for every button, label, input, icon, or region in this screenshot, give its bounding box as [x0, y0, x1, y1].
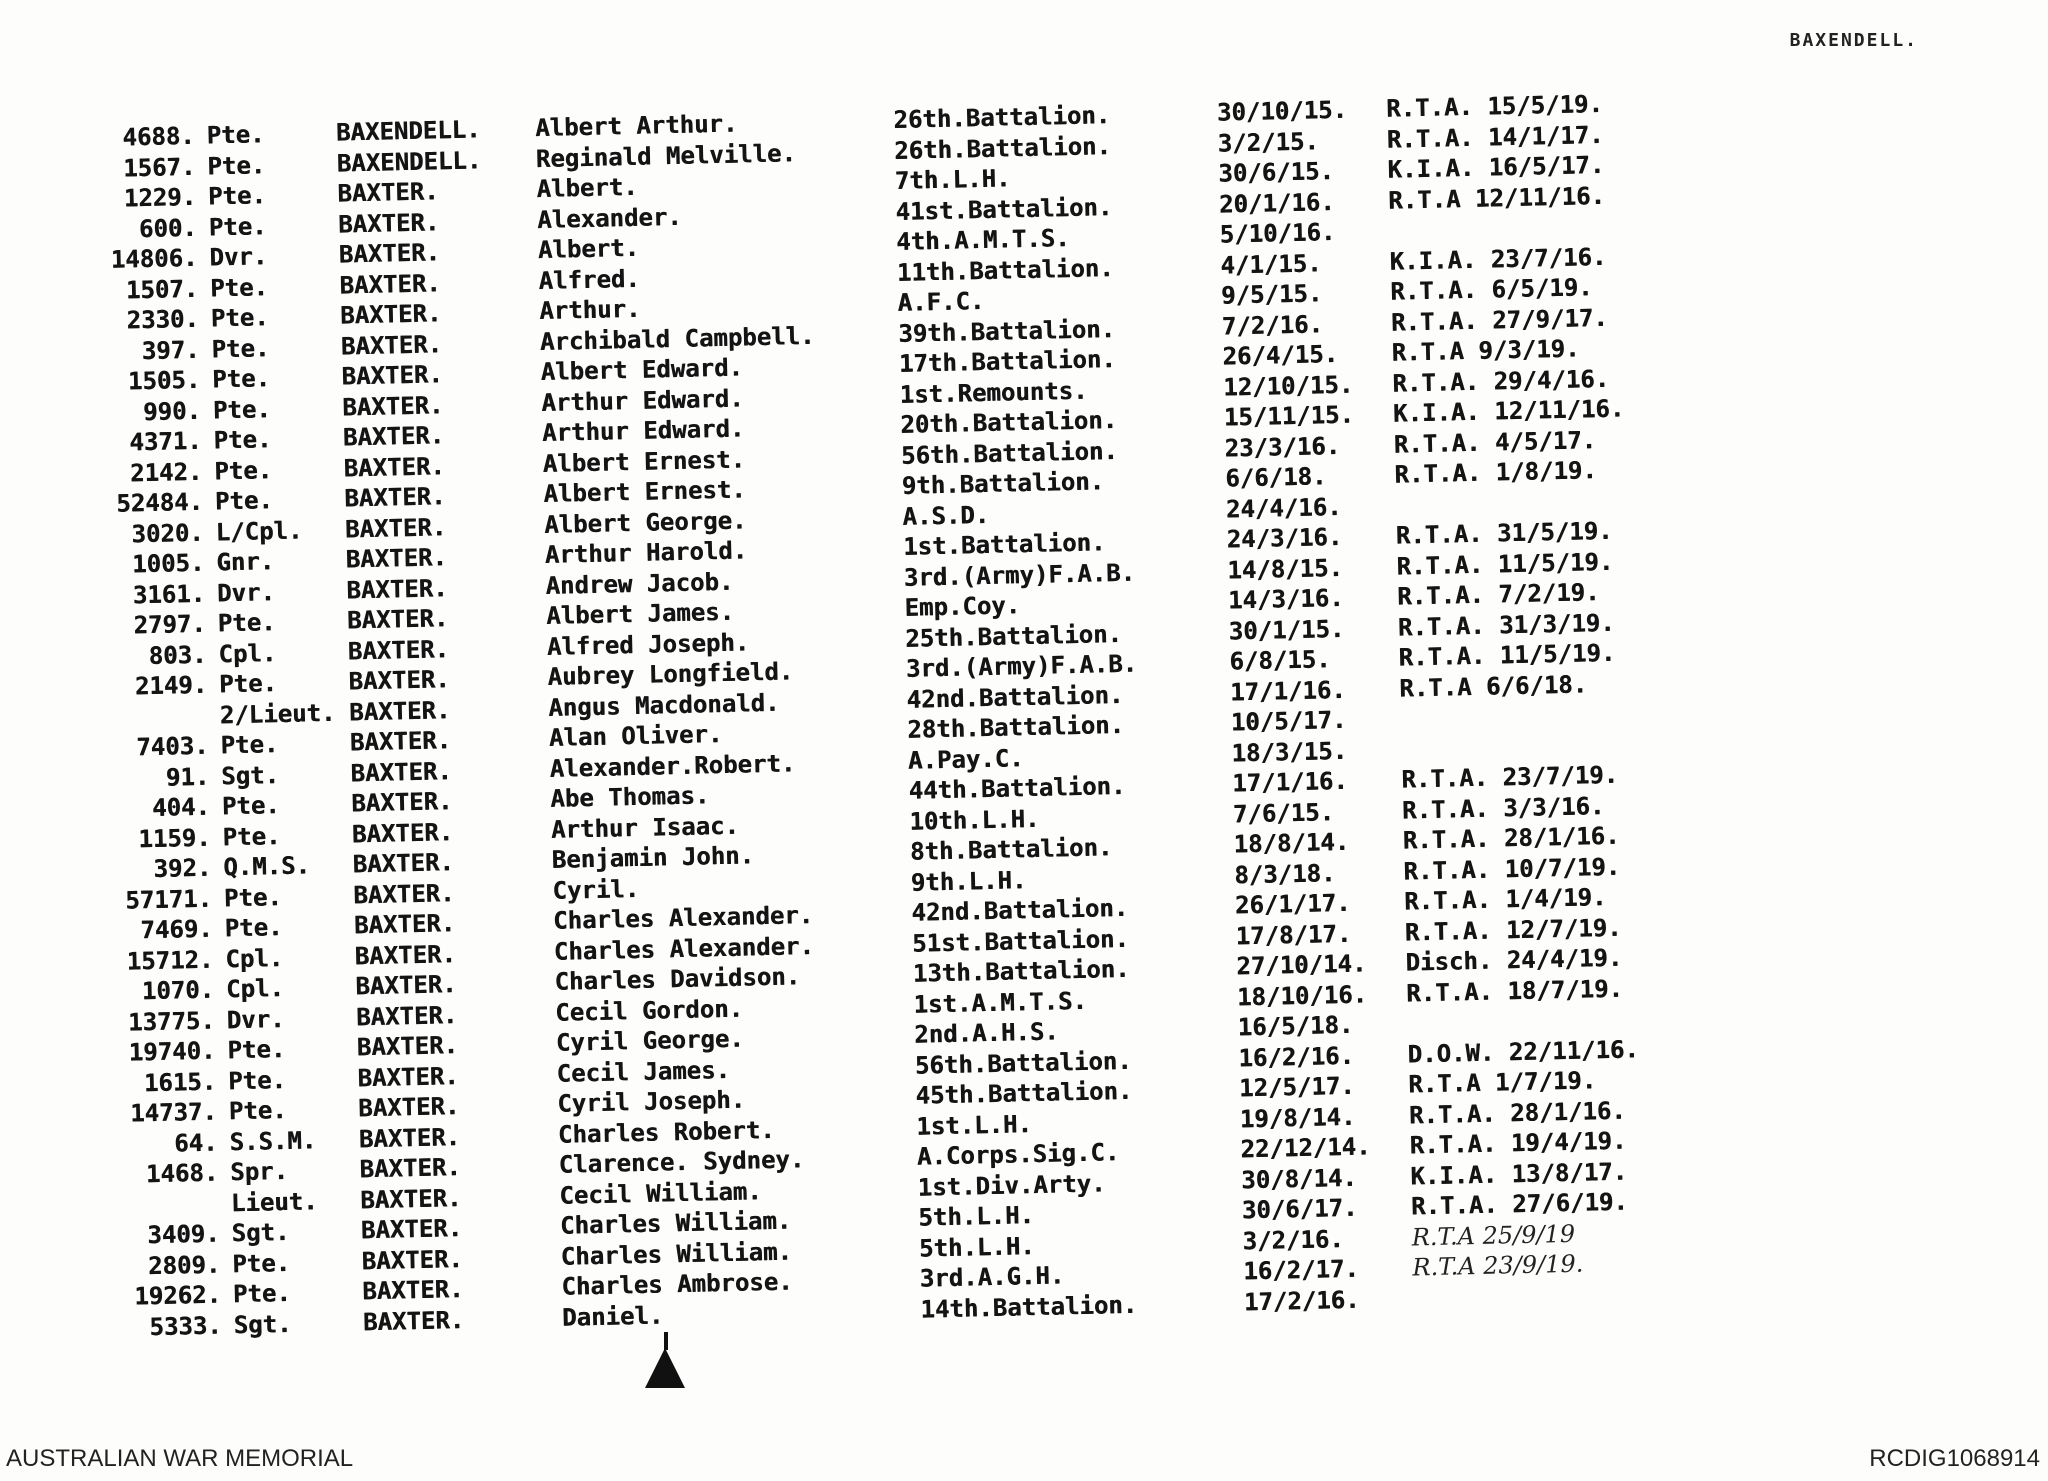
unit: 1st.Div.Arty. — [917, 1168, 1106, 1202]
given-names: Albert George. — [543, 505, 747, 539]
fate: R.T.A. 12/7/19. — [1404, 913, 1622, 947]
given-names: Charles Ambrose. — [561, 1267, 793, 1301]
footer-institution: AUSTRALIAN WAR MEMORIAL — [6, 1445, 354, 1472]
rank: Pte. — [231, 1248, 291, 1278]
rank: Pte. — [208, 211, 267, 242]
given-names: Andrew Jacob. — [545, 567, 734, 600]
service-number — [69, 723, 214, 726]
fate: D.O.W. 22/11/16. — [1407, 1034, 1640, 1069]
given-names: Charles Robert. — [557, 1115, 775, 1149]
surname: BAXTER. — [339, 268, 441, 300]
surname: BAXTER. — [353, 878, 455, 909]
surname: BAXTER. — [340, 329, 443, 361]
rank: Pte. — [227, 1035, 286, 1065]
given-names: Albert James. — [545, 597, 735, 630]
fate: R.T.A. 31/5/19. — [1395, 516, 1613, 550]
given-names: Charles Alexander. — [552, 901, 814, 935]
rank: Cpl. — [218, 638, 277, 668]
given-names: Cyril George. — [555, 1024, 745, 1057]
rank: Pte. — [232, 1278, 292, 1309]
surname: BAXTER. — [355, 970, 457, 1001]
service-number: 392. — [153, 853, 212, 883]
surname: BAXTER. — [358, 1122, 461, 1153]
service-number: 600. — [138, 213, 198, 243]
fate: R.T.A. 27/6/19. — [1410, 1187, 1629, 1221]
fate: Disch. 24/4/19. — [1405, 943, 1623, 977]
fate: R.T.A. 14/1/17. — [1386, 120, 1604, 154]
given-names: Albert Edward. — [540, 353, 744, 387]
enlistment-date: 30/8/14. — [1240, 1163, 1358, 1194]
enlistment-date: 22/12/14. — [1240, 1132, 1371, 1164]
service-number: 2330. — [126, 304, 200, 335]
rank: Pte. — [222, 821, 281, 851]
unit: 44th.Battalion. — [908, 771, 1126, 805]
rank: Lieut. — [230, 1186, 318, 1217]
surname: BAXTER. — [339, 299, 442, 330]
rank: Pte. — [213, 425, 272, 455]
given-names: Alexander. — [536, 202, 682, 234]
rank: Dvr. — [216, 577, 276, 607]
surname: BAXTER. — [345, 543, 448, 574]
surname: BAXTER. — [347, 634, 450, 665]
unit: 17th.Battalion. — [898, 344, 1117, 378]
surname: BAXTER. — [337, 177, 439, 208]
unit: 1st.Remounts. — [899, 376, 1088, 409]
given-names: Albert. — [536, 172, 638, 204]
surname: BAXTER. — [359, 1153, 462, 1184]
unit: A.Corps.Sig.C. — [916, 1138, 1120, 1171]
given-names: Arthur Edward. — [541, 414, 745, 448]
unit: A.Pay.C. — [907, 743, 1024, 775]
surname: BAXTER. — [360, 1214, 463, 1245]
fate: R.T.A. 10/7/19. — [1403, 852, 1621, 886]
surname: BAXTER. — [357, 1061, 459, 1092]
surname: BAXTER. — [346, 604, 449, 635]
rank: Pte. — [223, 882, 283, 912]
rank: Pte. — [207, 150, 266, 181]
enlistment-date: 26/1/17. — [1234, 888, 1351, 920]
service-number: 1229. — [123, 182, 197, 213]
fate: R.T.A. 1/8/19. — [1394, 456, 1598, 489]
unit: 45th.Battalion. — [915, 1076, 1133, 1110]
service-number: 3020. — [131, 518, 204, 548]
service-number: 404. — [151, 792, 211, 822]
surname: BAXTER. — [354, 939, 457, 970]
enlistment-date: 17/1/16. — [1229, 675, 1346, 706]
service-number — [80, 1211, 225, 1214]
page-header: BAXENDELL. — [1789, 30, 1918, 51]
unit: 2nd.A.H.S. — [913, 1017, 1060, 1049]
unit: 1st.L.H. — [915, 1109, 1033, 1141]
rank: Pte. — [206, 120, 265, 150]
rank: Pte. — [211, 333, 270, 364]
enlistment-date: 30/6/15. — [1218, 157, 1335, 188]
fate: K.I.A. 13/8/17. — [1410, 1157, 1628, 1191]
surname: BAXTER. — [341, 390, 444, 422]
surname: BAXTER. — [350, 756, 453, 787]
service-number: 64. — [173, 1128, 218, 1158]
surname: BAXTER. — [337, 207, 440, 239]
surname: BAXTER. — [356, 1031, 459, 1062]
given-names: Angus Macdonald. — [547, 688, 780, 722]
service-number: 52484. — [115, 487, 204, 518]
given-names: Cyril Joseph. — [556, 1085, 746, 1118]
service-number: 14737. — [129, 1097, 218, 1128]
surname: BAXTER. — [343, 451, 446, 483]
unit: 5th.L.H. — [918, 1201, 1035, 1232]
enlistment-date: 26/4/15. — [1222, 339, 1339, 371]
unit: 3rd.A.G.H. — [919, 1261, 1065, 1293]
rank: Sgt. — [231, 1217, 290, 1248]
service-number: 4688. — [122, 121, 195, 152]
given-names: Alexander.Robert. — [549, 748, 796, 783]
fate: R.T.A. 31/3/19. — [1397, 608, 1615, 642]
rank: Pte. — [228, 1096, 287, 1126]
unit: 5th.L.H. — [918, 1231, 1035, 1263]
fate: R.T.A. 23/7/19. — [1401, 760, 1619, 794]
rank: Cpl. — [225, 974, 285, 1004]
fate: R.T.A. 4/5/17. — [1393, 425, 1597, 459]
fate: K.I.A. 16/5/17. — [1387, 150, 1605, 184]
given-names: Abe Thomas. — [550, 781, 710, 813]
enlistment-date: 16/2/17. — [1242, 1254, 1360, 1286]
surname: BAXTER. — [351, 817, 454, 848]
fate — [1395, 507, 1664, 513]
enlistment-date: 17/8/17. — [1235, 919, 1352, 950]
fate: R.T.A. 29/4/16. — [1392, 364, 1610, 398]
rank: Pte. — [214, 486, 274, 516]
enlistment-date: 16/5/18. — [1237, 1010, 1354, 1042]
service-number: 1615. — [143, 1067, 217, 1097]
given-names: Arthur Isaac. — [550, 811, 740, 844]
service-number: 397. — [141, 335, 200, 365]
service-number: 1468. — [145, 1158, 219, 1189]
fate: R.T.A. 18/7/19. — [1405, 974, 1624, 1008]
rank: Q.M.S. — [222, 851, 311, 882]
enlistment-date: 24/4/16. — [1225, 492, 1342, 524]
enlistment-date: 24/3/16. — [1226, 522, 1343, 554]
given-names: Alfred. — [538, 264, 641, 295]
given-names: Clarence. Sydney. — [558, 1145, 805, 1179]
fate — [1389, 233, 1658, 239]
rank: Dvr. — [226, 1004, 285, 1034]
service-number: 3409. — [147, 1219, 220, 1250]
given-names: Albert. — [537, 233, 640, 265]
unit: 11th.Battalion. — [896, 253, 1114, 287]
enlistment-date: 14/3/16. — [1227, 583, 1344, 615]
service-number: 19740. — [128, 1036, 216, 1067]
service-number: 1070. — [141, 975, 215, 1006]
enlistment-date: 8/3/18. — [1233, 858, 1336, 889]
enlistment-date: 10/5/17. — [1230, 705, 1347, 737]
enlistment-date: 14/8/15. — [1227, 553, 1344, 585]
surname: BAXTER. — [344, 512, 447, 544]
rank: Pte. — [218, 669, 278, 699]
surname: BAXTER. — [357, 1092, 460, 1123]
rank: 2/Lieut. — [219, 698, 336, 729]
fate: R.T.A. 1/4/19. — [1403, 883, 1607, 916]
unit: 28th.Battalion. — [906, 710, 1125, 744]
rank: Pte. — [213, 455, 273, 485]
service-number: 803. — [148, 640, 207, 670]
unit: 14th.Battalion. — [920, 1290, 1138, 1324]
given-names: Alan Oliver. — [548, 720, 723, 752]
rank: Pte. — [212, 394, 271, 424]
given-names: Arthur Edward. — [541, 383, 744, 417]
enlistment-date: 16/2/16. — [1238, 1041, 1355, 1072]
fate: R.T.A. 7/2/19. — [1396, 578, 1600, 611]
given-names: Reginald Melville. — [535, 138, 797, 173]
rank: Dvr. — [209, 242, 268, 272]
surname: BAXTER. — [338, 238, 441, 269]
unit: 25th.Battalion. — [904, 619, 1123, 653]
rank: L/Cpl. — [215, 515, 303, 546]
given-names: Daniel. — [561, 1301, 664, 1332]
rank: Pte. — [207, 181, 267, 211]
rank: Sgt. — [233, 1309, 292, 1339]
unit: 13th.Battalion. — [912, 954, 1130, 988]
surname: BAXTER. — [352, 848, 455, 879]
service-number: 5333. — [149, 1311, 222, 1341]
fate: R.T.A. 28/1/16. — [1408, 1096, 1627, 1130]
rank: Gnr. — [216, 547, 275, 577]
surname: BAXTER. — [362, 1305, 465, 1336]
nominal-roll-list — [55, 89, 1682, 1345]
enlistment-date: 3/2/16. — [1242, 1224, 1345, 1255]
service-number: 2149. — [134, 670, 208, 701]
service-number: 13775. — [127, 1006, 216, 1037]
fate: R.T.A. 28/1/16. — [1402, 821, 1620, 855]
fate: R.T.A 12/11/16. — [1387, 181, 1606, 215]
unit: 56th.Battalion. — [900, 436, 1119, 470]
footer-reference-id: RCDIG1068914 — [1869, 1445, 2040, 1472]
service-number: 1159. — [138, 823, 211, 853]
unit: 56th.Battalion. — [914, 1046, 1132, 1080]
fate — [1407, 1025, 1676, 1031]
enlistment-date: 4/1/15. — [1220, 248, 1322, 280]
enlistment-date: 23/3/16. — [1224, 431, 1341, 463]
surname: BAXTER. — [342, 421, 445, 452]
enlistment-date: 12/5/17. — [1238, 1071, 1355, 1103]
enlistment-date: 18/10/16. — [1236, 979, 1368, 1011]
surname: BAXTER. — [348, 695, 451, 726]
fate: R.T.A 6/6/18. — [1398, 669, 1588, 703]
surname: BAXTER. — [348, 665, 450, 696]
given-names: Archibald Campbell. — [539, 321, 815, 356]
unit: 41st.Battalion. — [895, 192, 1113, 226]
rank: Sgt. — [220, 760, 280, 790]
unit: 26th.Battalion. — [893, 131, 1112, 165]
enlistment-date: 30/6/17. — [1241, 1193, 1358, 1225]
unit: 1st.A.M.T.S. — [913, 986, 1088, 1019]
given-names: Albert Arthur. — [534, 109, 738, 143]
surname: BAXENDELL. — [335, 115, 481, 147]
unit: 4th.A.M.T.S. — [895, 224, 1070, 256]
fate: R.T.A 25/9/19 — [1411, 1219, 1576, 1252]
fate — [1401, 751, 1670, 757]
unit: 51st.Battalion. — [911, 924, 1130, 958]
surname: BAXTER. — [341, 360, 444, 391]
fate: R.T.A 9/3/19. — [1391, 334, 1580, 367]
enlistment-date: 5/10/16. — [1219, 217, 1336, 249]
unit: 8th.Battalion. — [909, 833, 1113, 866]
given-names: Arthur Harold. — [544, 536, 748, 569]
given-names: Arthur. — [538, 294, 641, 326]
enlistment-date: 3/2/15. — [1217, 126, 1320, 158]
enlistment-date: 6/8/15. — [1229, 645, 1331, 676]
fate — [1400, 721, 1669, 727]
service-number: 1505. — [127, 365, 201, 396]
rank: Spr. — [229, 1156, 289, 1187]
given-names: Cyril. — [552, 874, 640, 905]
enlistment-date: 30/10/15. — [1216, 95, 1348, 127]
service-number: 7469. — [140, 914, 213, 945]
enlistment-date: 18/8/14. — [1233, 827, 1350, 859]
rank: S.S.M. — [229, 1125, 317, 1156]
ink-blot-mark — [645, 1348, 685, 1388]
rank: Pte. — [210, 303, 269, 333]
given-names: Charles Alexander. — [553, 931, 815, 966]
surname: BAXTER. — [350, 787, 453, 818]
enlistment-date: 17/2/16. — [1243, 1285, 1360, 1316]
service-number: 91. — [165, 762, 210, 792]
service-number: 990. — [142, 396, 202, 426]
given-names: Aubrey Longfield. — [547, 657, 794, 691]
unit: 39th.Battalion. — [897, 314, 1116, 348]
service-number: 4371. — [129, 426, 202, 457]
service-number: 3161. — [132, 579, 206, 609]
rank: Pte. — [217, 608, 276, 638]
enlistment-date: 12/10/15. — [1222, 370, 1354, 402]
unit: 7th.L.H. — [894, 164, 1011, 195]
enlistment-date: 9/5/15. — [1220, 279, 1323, 310]
service-number: 57171. — [124, 884, 213, 915]
given-names: Albert Ernest. — [543, 475, 746, 509]
service-number: 14806. — [110, 243, 198, 274]
surname: BAXENDELL. — [336, 145, 482, 178]
service-number: 1507. — [125, 274, 199, 304]
given-names: Albert Ernest. — [542, 444, 746, 478]
fate: R.T.A 23/9/19. — [1412, 1249, 1584, 1282]
enlistment-date: 15/11/15. — [1223, 400, 1355, 432]
enlistment-date: 20/1/16. — [1218, 187, 1335, 219]
service-number: 1005. — [131, 548, 205, 579]
enlistment-date: 18/3/15. — [1231, 736, 1348, 767]
enlistment-date: 17/1/16. — [1231, 766, 1349, 798]
given-names: Charles Davidson. — [554, 962, 801, 996]
service-number: 2809. — [147, 1250, 221, 1280]
rank: Pte. — [221, 791, 280, 821]
surname: BAXTER. — [344, 482, 446, 513]
fate: R.T.A. 19/4/19. — [1409, 1126, 1627, 1160]
unit: 20th.Battalion. — [900, 405, 1118, 439]
rank: Pte. — [211, 364, 271, 394]
rank: Pte. — [227, 1065, 287, 1095]
unit: 42nd.Battalion. — [911, 893, 1129, 927]
enlistment-date: 7/6/15. — [1232, 797, 1335, 828]
rank: Cpl. — [225, 943, 284, 973]
surname: BAXTER. — [346, 573, 448, 605]
service-number: 2797. — [133, 609, 207, 640]
service-number: 1567. — [122, 152, 196, 182]
unit: A.F.C. — [897, 286, 985, 317]
surname: BAXTER. — [359, 1183, 462, 1214]
service-number: 15712. — [126, 945, 214, 976]
surname: BAXTER. — [355, 1000, 458, 1031]
enlistment-date: 6/6/18. — [1224, 462, 1327, 493]
given-names: Charles William. — [560, 1237, 793, 1271]
unit: A.S.D. — [902, 500, 990, 531]
unit: 42nd.Battalion. — [906, 680, 1124, 714]
fate: R.T.A. 3/3/16. — [1401, 791, 1605, 825]
service-number: 19262. — [133, 1280, 222, 1311]
given-names: Benjamin John. — [551, 841, 755, 874]
unit: 9th.Battalion. — [901, 467, 1105, 500]
rank: Pte. — [209, 272, 269, 303]
enlistment-date: 19/8/14. — [1239, 1102, 1356, 1133]
unit: 3rd.(Army)F.A.B. — [905, 649, 1138, 683]
rank: Pte. — [220, 730, 279, 760]
surname: BAXTER. — [353, 909, 456, 940]
fate: R.T.A. 11/5/19. — [1396, 547, 1614, 581]
fate: R.T.A. 6/5/19. — [1389, 273, 1593, 306]
surname: BAXTER. — [349, 726, 452, 757]
fate: R.T.A 1/7/19. — [1407, 1066, 1597, 1099]
fate: R.T.A. 27/9/17. — [1390, 303, 1609, 337]
enlistment-date: 30/1/15. — [1228, 614, 1345, 645]
given-names: Cecil William. — [559, 1176, 762, 1210]
fate: K.I.A. 12/11/16. — [1392, 394, 1625, 428]
given-names: Charles William. — [559, 1206, 792, 1240]
unit: 26th.Battalion. — [893, 101, 1111, 134]
unit: 1st.Battalion. — [902, 528, 1106, 561]
unit: Emp.Coy. — [904, 591, 1021, 622]
enlistment-date: 27/10/14. — [1236, 949, 1367, 981]
given-names: Alfred Joseph. — [546, 627, 750, 661]
unit: 10th.L.H. — [909, 804, 1040, 836]
service-number: 7403. — [135, 731, 209, 762]
service-number: 2142. — [129, 457, 203, 487]
given-names: Cecil James. — [556, 1055, 731, 1088]
fate — [1413, 1300, 1682, 1306]
surname: BAXTER. — [361, 1244, 464, 1275]
fate: K.I.A. 23/7/16. — [1389, 242, 1607, 276]
unit: 9th.L.H. — [910, 865, 1027, 897]
unit: 3rd.(Army)F.A.B. — [903, 558, 1136, 592]
fate: R.T.A. 15/5/19. — [1385, 89, 1604, 123]
rank: Pte. — [224, 913, 283, 943]
enlistment-date: 7/2/16. — [1221, 309, 1324, 341]
given-names: Cecil Gordon. — [554, 994, 744, 1027]
fate: R.T.A. 11/5/19. — [1398, 638, 1616, 672]
surname: BAXTER. — [362, 1275, 464, 1306]
